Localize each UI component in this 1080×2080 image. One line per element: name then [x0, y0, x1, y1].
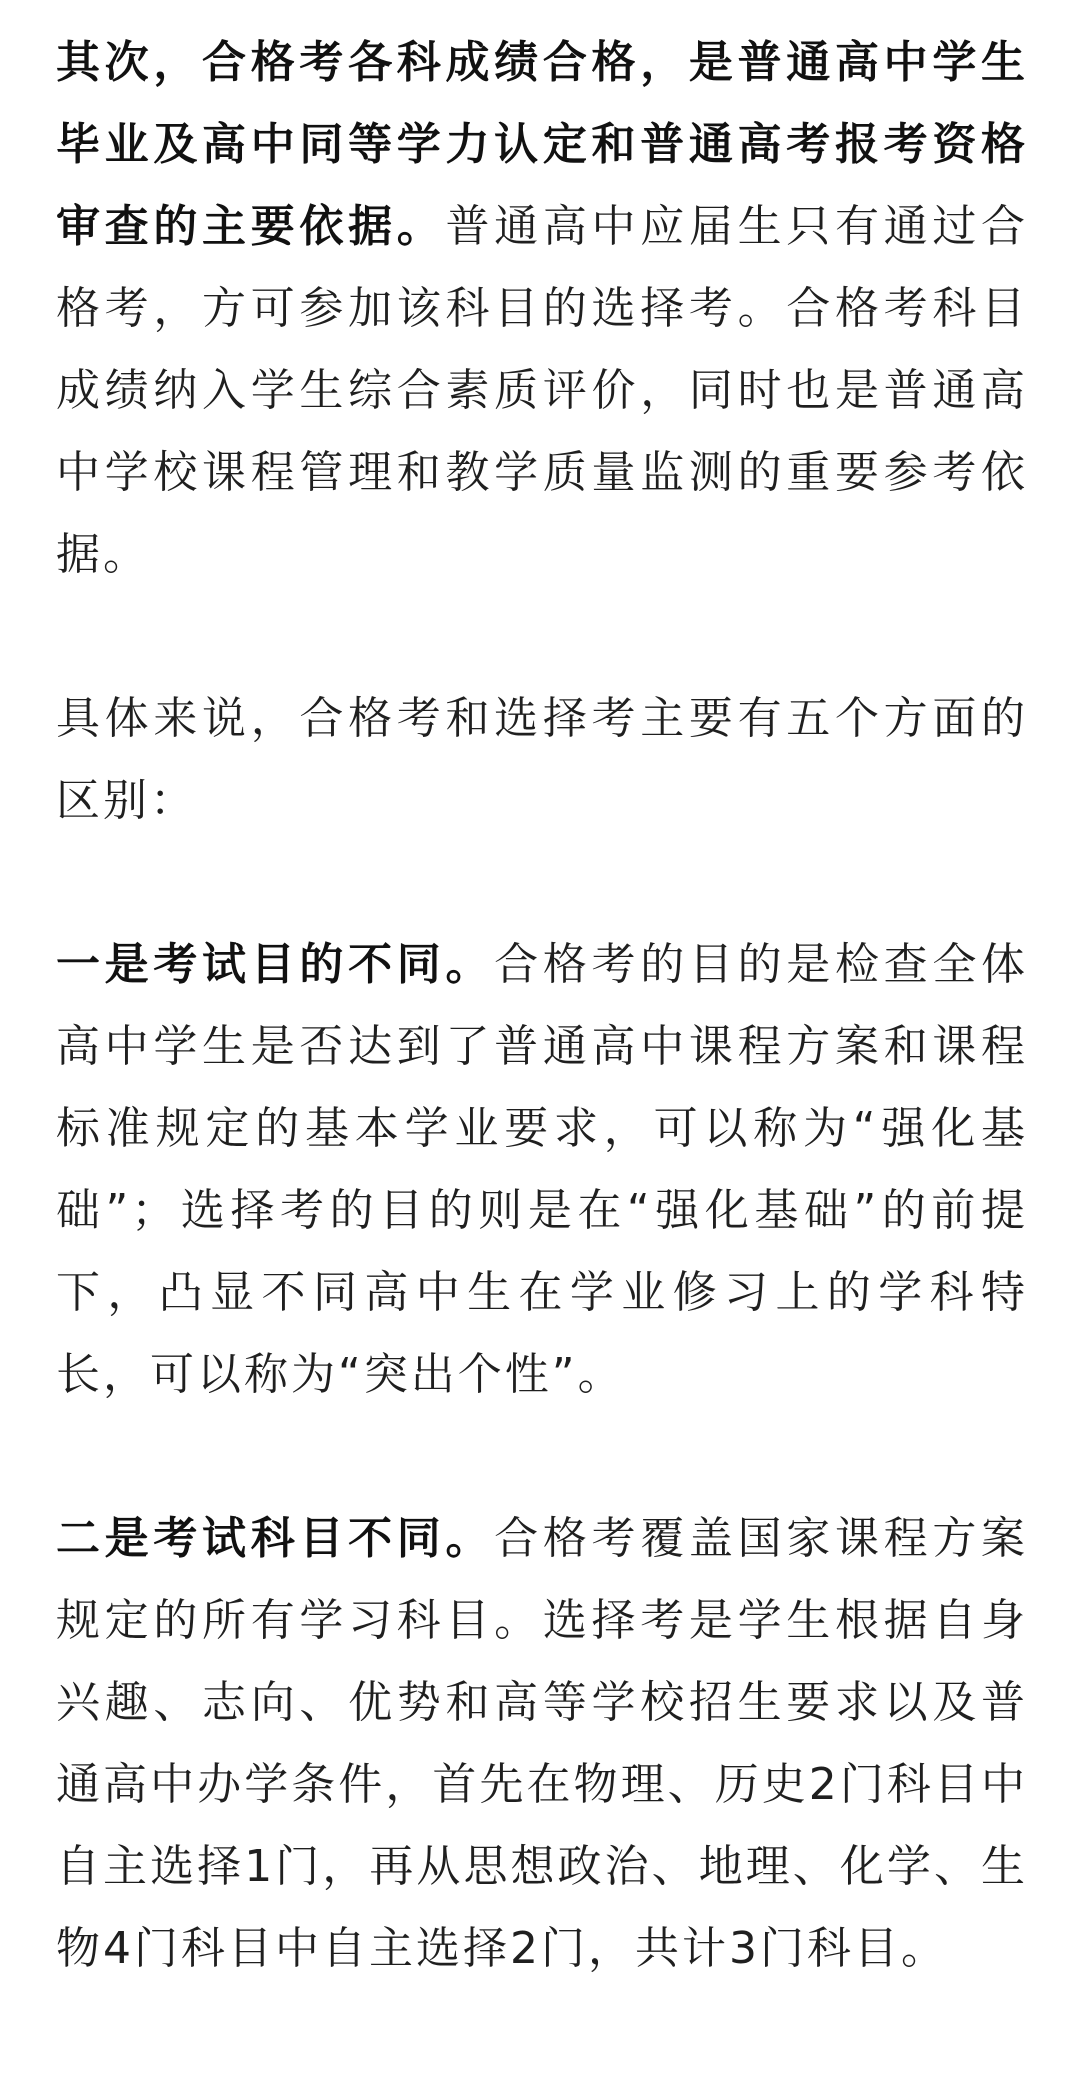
paragraph-subjects-difference: [56, 1498, 1028, 1990]
paragraph-text: 具体来说，合格考和选择考主要有五个方面的区别：: [56, 693, 1028, 826]
paragraph-text: 合格考的目的是检查全体高中学生是否达到了普通高中课程方案和课程标准规定的基本学业要求，可以称为“强化基础”；选择考的目的则是在“强化基础”的前提下，凸显不同高中生在学业修习上的学科特长，可以称为“突出个性”。: [56, 939, 1029, 1400]
paragraph-graduation-basis: [56, 22, 1028, 596]
paragraph-lead-bold: 其次，合格考各科成绩合格，是普通高中学生毕业及高中同等学力认定和普通高考报考资格审查的主要依据。: [56, 37, 1028, 252]
paragraph-text: 普通高中应届生只有通过合格考，方可参加该科目的选择考。合格考科目成绩纳入学生综合素质评价，同时也是普通高中学校课程管理和教学质量监测的重要参考依据。: [56, 201, 1029, 580]
article-body: [56, 22, 1028, 1990]
paragraph-differences-intro: [56, 678, 1028, 842]
paragraph-purpose-difference: [56, 924, 1028, 1416]
paragraph-lead-bold: 二是考试科目不同。: [56, 1513, 495, 1564]
paragraph-lead-bold: 一是考试目的不同。: [56, 939, 495, 990]
paragraph-text: 合格考覆盖国家课程方案规定的所有学习科目。选择考是学生根据自身兴趣、志向、优势和高等学校招生要求以及普通高中办学条件，首先在物理、历史2门科目中自主选择1门，再从思想政治、地理、化学、生物4门科目中自主选择2门，共计3门科目。: [56, 1513, 1029, 1974]
